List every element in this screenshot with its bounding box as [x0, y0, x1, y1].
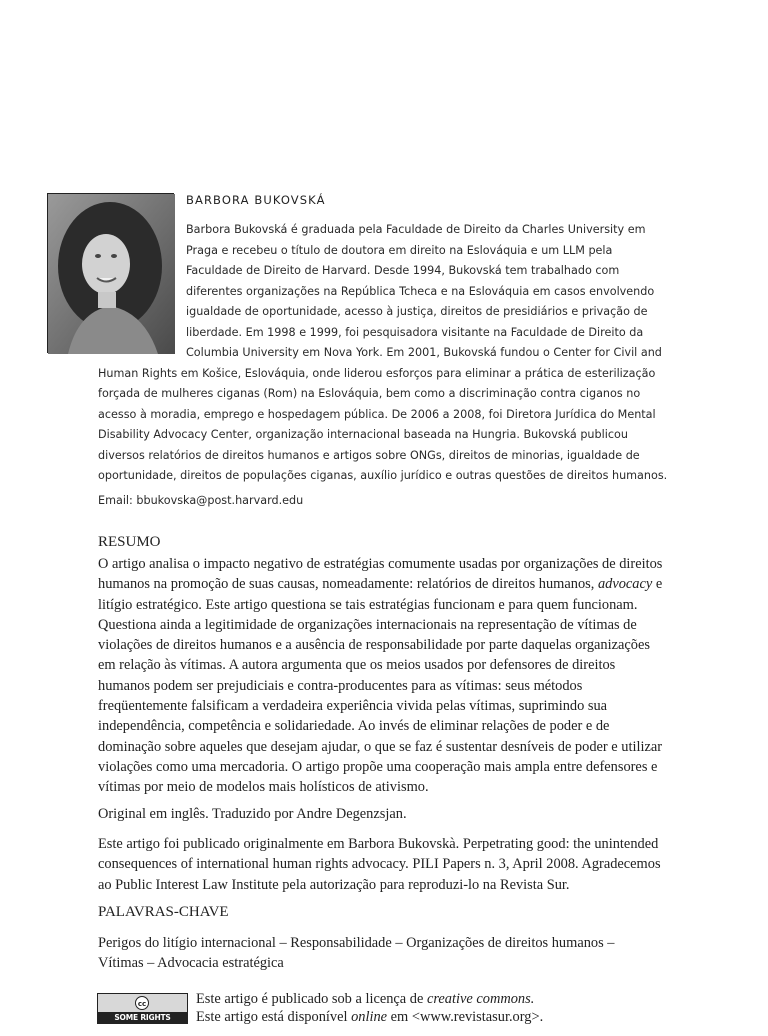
keywords-text: Perigos do litígio internacional – Responsabilidade – Organizações de direitos humanos – Vítimas – Advocacia estratégica	[98, 935, 615, 972]
license-text	[196, 990, 676, 1026]
license-line2-url[interactable]: em <www.revistasur.org>.	[387, 1009, 544, 1025]
resumo-italic-term: advocacy	[597, 576, 653, 593]
resumo-text	[98, 554, 668, 798]
license-line2-italic: online	[351, 1009, 388, 1025]
license-line-1	[196, 990, 676, 1008]
author-name: BARBORA BUKOVSKÁ	[186, 193, 326, 207]
license-line-2	[196, 1008, 676, 1026]
license-line1-italic[interactable]: creative commons.	[426, 991, 535, 1007]
translation-note: Original em inglês. Traduzido por Andre Degenzsjan.	[98, 806, 407, 822]
resumo-text-part2: e litígio estratégico. Este artigo questiona se tais estratégias funcionam e para quem funcionam. Questiona ainda a legitimidade de organizações internacionais na representação de vítimas de violações de direitos humanos e a ausência de responsabilidade por parte daquelas organizações em relação às vítimas. A autora argumenta que os meios usados por defensores de direitos humanos podem ser prejudiciais e contra-producentes para as vítimas: seus métodos freqüentemente falsificam a verdadeira experiência vivida pelas vítimas, suprimindo sua independência, competência e solidariedade. Ao invés de eliminar relações de poder e de dominação sobre aqueles que desejam ajudar, o que se faz é sustentar desníveis de poder e utilizar violações como uma mercadoria. O artigo propõe uma cooperação mais ampla entre defensores e vítimas por meio de modelos mais holísticos de ativismo.	[98, 576, 663, 796]
cc-icon: cc	[135, 996, 149, 1010]
author-bio	[98, 220, 670, 487]
resumo-heading: RESUMO	[98, 534, 161, 550]
license-line2-text: Este artigo está disponível	[196, 1009, 352, 1025]
publication-note: Este artigo foi publicado originalmente em Barbora Bukovskà. Perpetrating good: the unintended consequences of international human rights advocacy. PILI Papers n. 3, April 2008. Agradecemos ao Public Interest Law Institute pela autorização para reproduzi-lo na Revista Sur.	[98, 836, 661, 893]
creative-commons-badge[interactable]	[97, 993, 188, 1034]
resumo-text-part1: O artigo analisa o impacto negativo de estratégias comumente usadas por organizações de direitos humanos na promoção de suas causas, nomeadamente: relatórios de direitos humanos,	[98, 556, 663, 593]
license-line1-text: Este artigo é publicado sob a licença de	[196, 991, 427, 1007]
photo-wrap-spacer	[98, 220, 186, 360]
author-email: Email: bbukovska@post.harvard.edu	[98, 494, 304, 507]
author-bio-text: Barbora Bukovská é graduada pela Faculdade de Direito da Charles University em Praga e recebeu o título de doutora em direito na Eslováquia e um LLM pela Faculdade de Direito de Harvard. Desde 1994, Bukovská tem trabalhado com diferentes organizações na República Tcheca e na Eslováquia em casos envolvendo igualdade de oportunidade, acesso à justiça, direitos de presidiários e privação de liberdade. Em 1998 e 1999, foi pesquisadora visitante na Faculdade de Direito da Columbia University em Nova York. Em 2001, Bukovská fundou o Center for Civil and Human Rights em Košice, Eslováquia, onde liderou esforços para eliminar a prática de esterilização forçada de mulheres ciganas (Rom) na Eslováquia, bem como a discriminação contra ciganos no acesso à moradia, emprego e hospedagem pública. De 2006 a 2008, foi Diretora Jurídica do Mental Disability Advocacy Center, organização internacional baseada na Hungria. Bukovská publicou diversos relatórios de direitos humanos e artigos sobre ONGs, direitos de minorias, igualdade de oportunidade, direitos de populações ciganas, auxílio jurídico e outras questões de direitos humanos.	[98, 223, 668, 482]
keywords-heading: PALAVRAS-CHAVE	[98, 904, 229, 920]
cc-badge-label: SOME RIGHTS RESERVED	[98, 1012, 187, 1024]
